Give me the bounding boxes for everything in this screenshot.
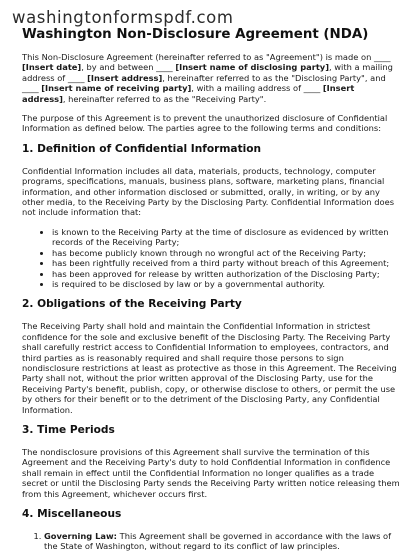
intro-paragraph bbox=[22, 52, 400, 104]
disclosing-party-address-placeholder: [Insert address] bbox=[87, 72, 163, 83]
governing-law-text: This Agreement shall be governed in accordance with the laws of the State of Washington, without regard to its conflict of law principles. bbox=[44, 531, 392, 552]
section-2-heading: 2. Obligations of the Receiving Party bbox=[22, 298, 242, 311]
list-item: • has been rightfully received from a third party without breach of this Agreement; bbox=[52, 258, 400, 268]
governing-law-label: Governing Law: bbox=[44, 531, 117, 541]
intro-text: , by and between ____ bbox=[81, 62, 176, 73]
disclosing-party-name-placeholder: [Insert name of disclosing party] bbox=[175, 62, 329, 73]
list-item: • has become publicly known through no wrongful act of the Receiving Party; bbox=[52, 248, 400, 258]
site-watermark: washingtonformspdf.com bbox=[12, 8, 234, 27]
section-2-body: The Receiving Party shall hold and maintain the Confidential Information in strictest confidence for the sole and exclusive benefit of the Disclosing Party. The Receiving Party shall carefully restrict access to Confidential Information to employees, contractors, and third parties as is reasonably required and shall require those persons to sign nondisclosure restrictions at least as protective as those in this Agreement. The Receiving Party shall not, without the prior written approval of the Disclosing Party, use for the Receiving Party's benefit, publish, copy, or otherwise disclose to others, or permit the use by others for their benefit or to the detriment of the Disclosing Party, any Confidential Information. bbox=[22, 321, 397, 415]
receiving-party-name-placeholder: [Insert name of receiving party] bbox=[41, 83, 192, 94]
document-body bbox=[22, 52, 400, 552]
section-4-heading: 4. Miscellaneous bbox=[22, 508, 122, 520]
miscellaneous-list bbox=[22, 531, 400, 552]
purpose-paragraph: The purpose of this Agreement is to prevent the unauthorized disclosure of Confidential Information as defined below. The parties agree to the following terms and conditions: bbox=[22, 113, 388, 134]
intro-text: , with a mailing address of ____ bbox=[22, 62, 393, 83]
section-3-heading: 3. Time Periods bbox=[22, 423, 115, 436]
list-item: • is known to the Receiving Party at the time of disclosure as evidenced by written records of the Receiving Party; bbox=[52, 227, 400, 248]
intro-text: This Non-Disclosure Agreement (hereinafter referred to as "Agreement") is made on ____ bbox=[22, 52, 391, 62]
list-item bbox=[44, 531, 400, 552]
section-1-heading: 1. Definition of Confidential Information bbox=[22, 142, 262, 155]
exclusions-list bbox=[22, 227, 400, 289]
section-1-body: Confidential Information includes all data, materials, products, technology, computer programs, specifications, manuals, business plans, software, marketing plans, financial information, and other information disclosed or submitted, orally, in writing, or by any other media, to the Receiving Party by the Disclosing Party. Confidential Information does not include information that: bbox=[22, 165, 395, 218]
section-3-body: The nondisclosure provisions of this Agreement shall survive the termination of this Agreement and the Receiving Party's duty to hold Confidential Information in confidence shall remain in effect until the Confidential Information no longer qualifies as a trade secret or until the Disclosing Party sends the Receiving Party written notice releasing them from this Agreement, whichever occurs first. bbox=[22, 446, 400, 499]
date-placeholder: [Insert date] bbox=[22, 62, 82, 73]
intro-text: , hereinafter referred to as the "Disclosing Party", and ____ bbox=[22, 72, 386, 94]
list-item: • is required to be disclosed by law or by a governmental authority. bbox=[52, 279, 400, 289]
list-item: • has been approved for release by written authorization of the Disclosing Party; bbox=[52, 269, 400, 279]
receiving-party-address-placeholder: [Insert address] bbox=[22, 83, 355, 104]
intro-text: , with a mailing address of ____ bbox=[191, 83, 323, 94]
document-title: Washington Non-Disclosure Agreement (NDA) bbox=[22, 27, 369, 42]
intro-text: , hereinafter referred to as the "Receiving Party". bbox=[62, 93, 267, 104]
